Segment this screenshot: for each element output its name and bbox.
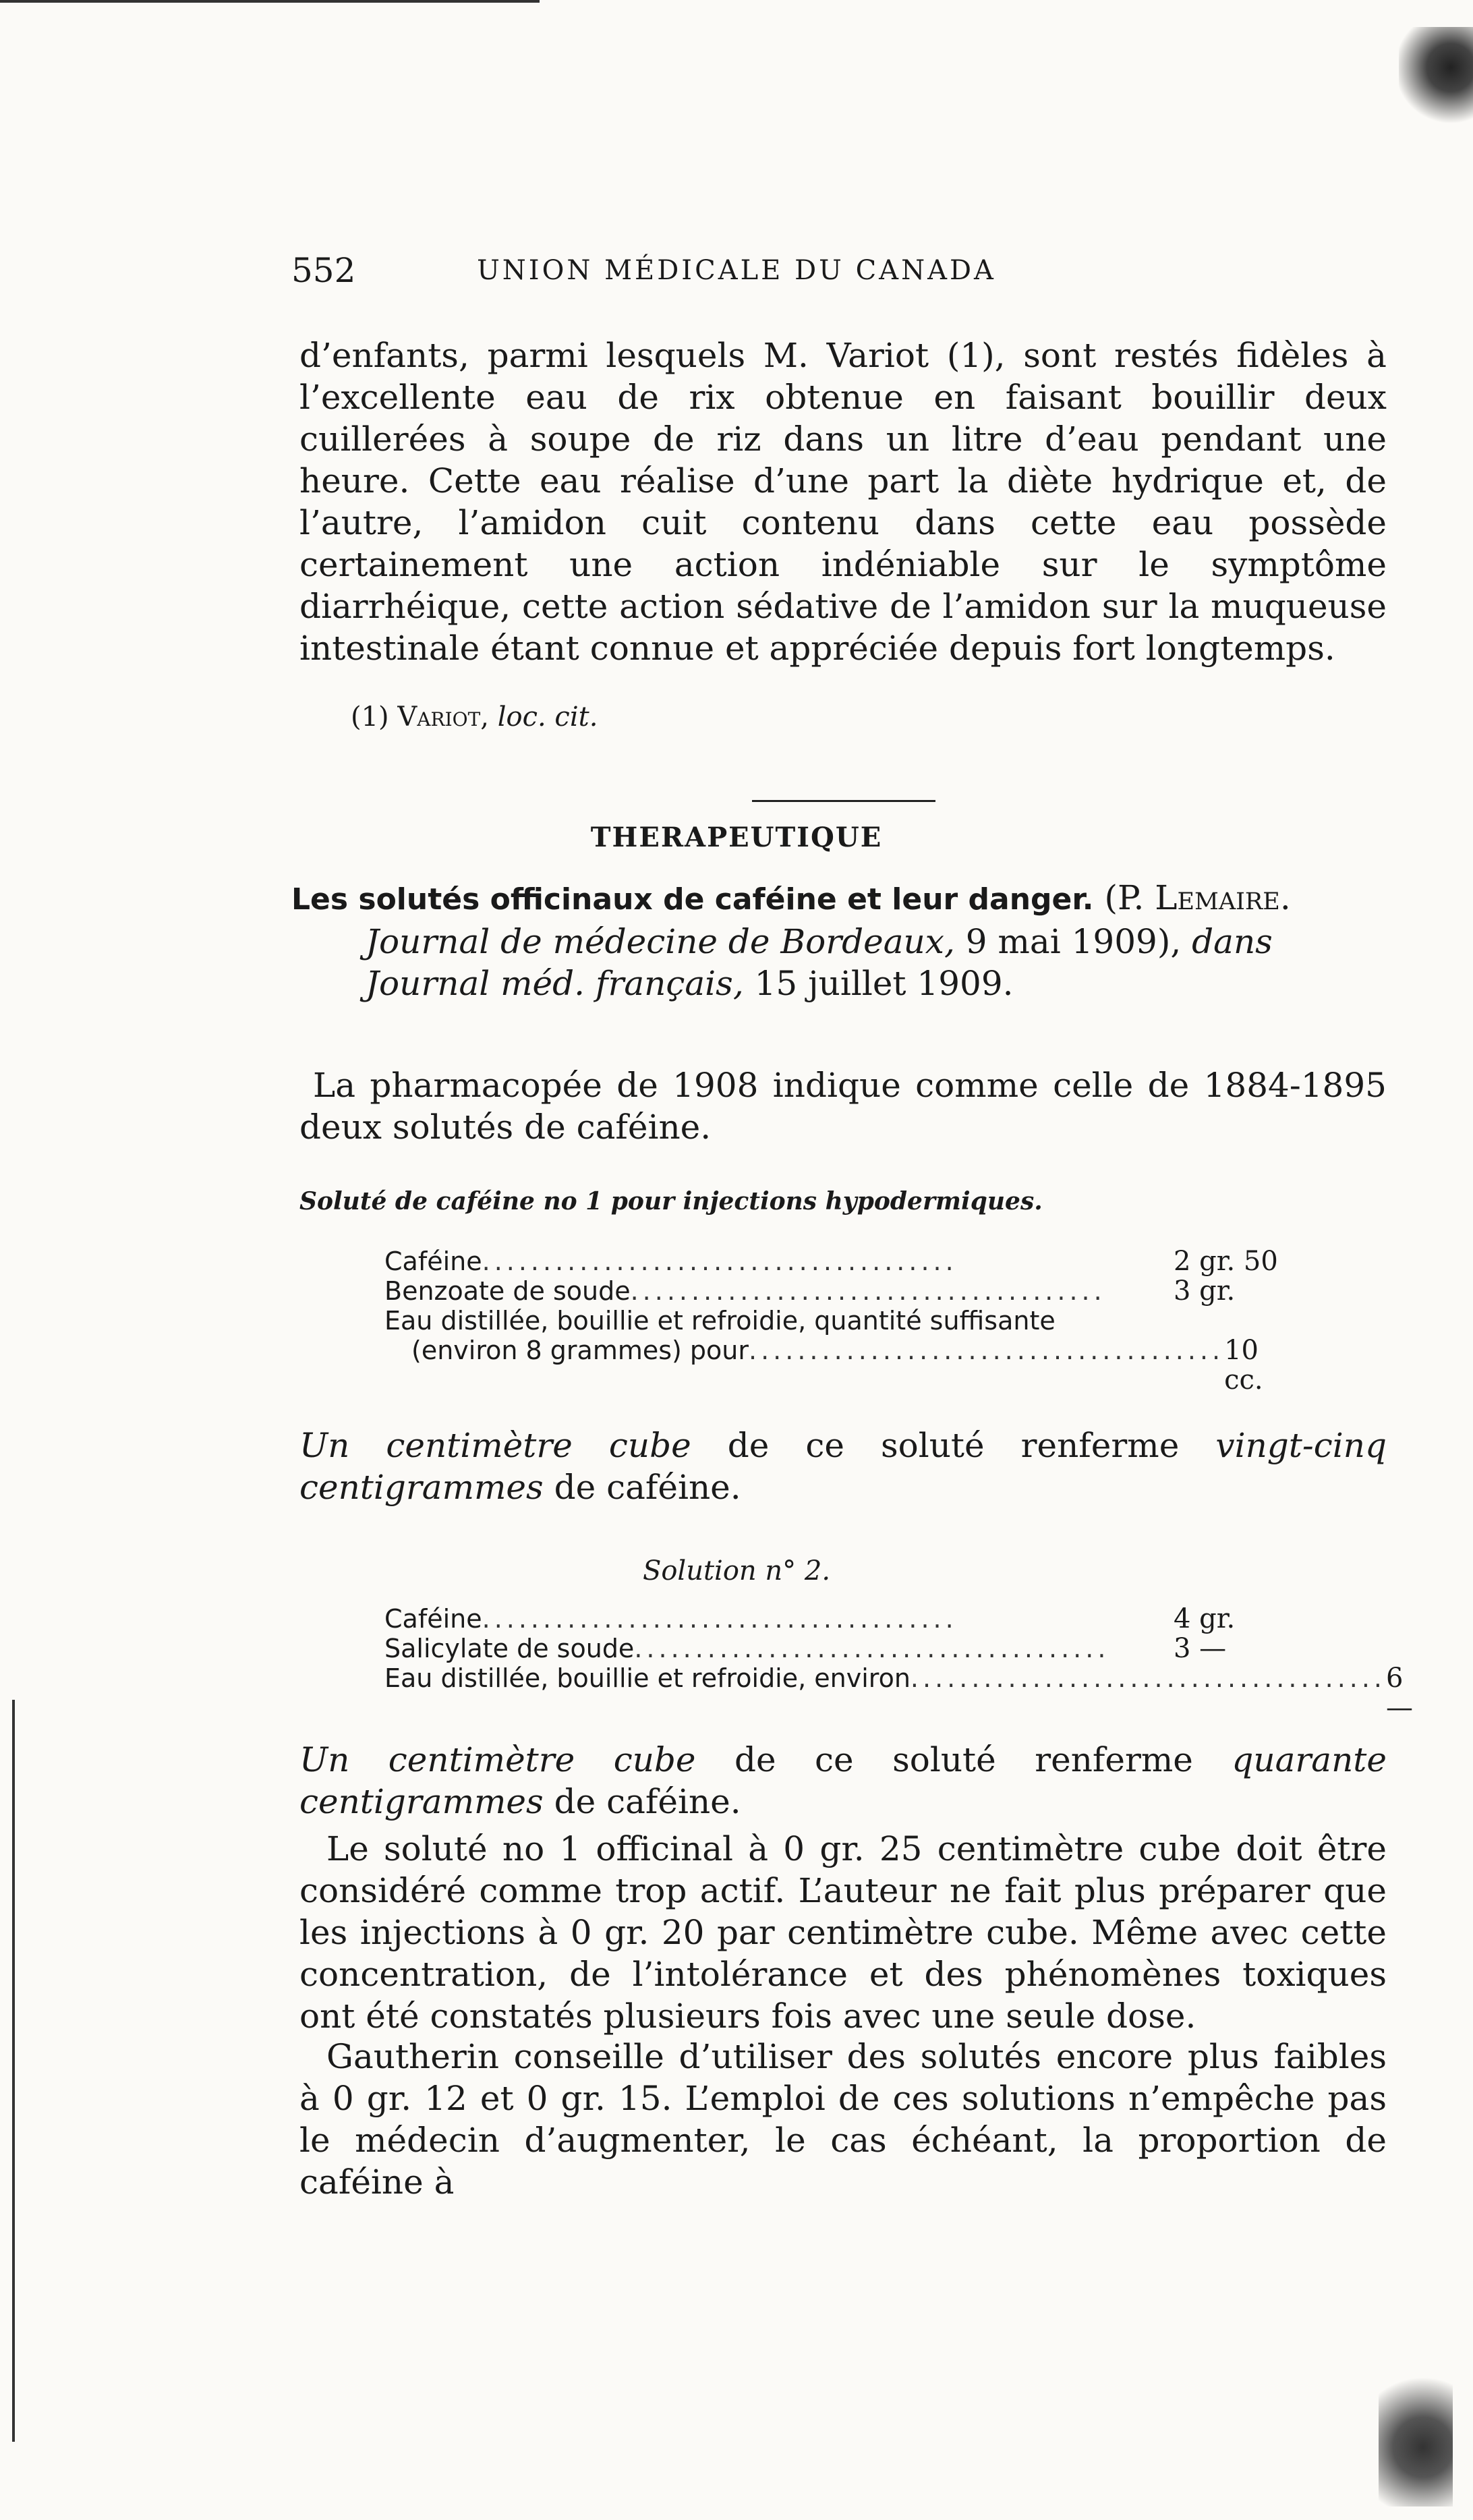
recipe-row [384,1663,1414,1723]
ingredient-name: (environ 8 grammes) pour [411,1336,749,1365]
recipe-row [384,1276,1302,1306]
gautherin-paragraph [299,2036,1387,2203]
scan-corner-mark [1399,27,1473,128]
page-number: 552 [291,251,356,290]
running-title: UNION MÉDICALE DU CANADA [477,255,996,286]
ingredient-name: Salicylate de soude [384,1634,635,1663]
article-source-2: Journal méd. français, [366,964,744,1003]
scan-edge [0,0,540,3]
footnote-author: Variot, [397,701,489,733]
leader-dots: ....................................... [749,1336,1225,1365]
actif-paragraph [299,1828,1387,2037]
footnote [351,701,598,733]
ingredient-qty: 3 — [1174,1633,1227,1664]
note-suffix: de caféine. [554,1782,741,1821]
article-in: dans [1192,922,1273,961]
section-divider [752,800,935,802]
recipe-row [384,1634,1302,1663]
pharmacopee-paragraph [299,1064,1387,1148]
gautherin-text: Gautherin conseille d’utiliser des solutés encore plus faibles à 0 gr. 12 et 0 gr. 15. L’emploi de ces solutions n’empêche pas le médecin d’augmenter, le cas échéant, la proportion de caféine à [299,2037,1387,2202]
section-title: THERAPEUTIQUE [590,822,883,853]
note-emphasis: quarante centigrammes [299,1740,1387,1821]
solution-2-note [299,1739,1387,1823]
article-date-2: 15 juillet 1909. [754,964,1014,1003]
ingredient-name: Eau distillée, bouillie et refroidie, environ [384,1663,911,1693]
recipe-row [384,1306,1302,1336]
actif-text: Le soluté no 1 officinal à 0 gr. 25 centimètre cube doit être considéré comme trop actif. L’auteur ne fait plus préparer que les injections à 0 gr. 20 par centimètre cube. Même avec cette concentration, de l’intolérance et des phénomènes toxiques ont été constatés plusieurs fois avec une seule dose. [299,1829,1387,2036]
recipe-row [384,1336,1302,1395]
ingredient-name: Caféine [384,1604,482,1634]
solution-1-note [299,1425,1387,1508]
intro-text: d’enfants, parmi lesquels M. Variot (1), sont restés fidèles à l’excellente eau de rix obtenue en faisant bouillir deux cuillerées à soupe de riz dans un litre d’eau pendant une heure. Cette eau réalise d’une part la diète hydrique et, de l’autre, l’amidon cuit contenu dans cette eau possède certainement une action indéniable sur le symptôme diarrhéique, cette action sédative de l’amidon sur la muqueuse intestinale étant connue et appréciée depuis fort longtemps. [299,336,1387,668]
recipe-row [384,1247,1302,1276]
note-mid: de ce soluté renferme [727,1426,1180,1465]
ingredient-name: Eau distillée, bouillie et refroidie, quantité suffisante [384,1306,1056,1336]
leader-dots: ....................................... [630,1276,1106,1306]
article-author: (P. Lemaire. [1104,878,1291,917]
leader-dots: ....................................... [634,1634,1110,1663]
leader-dots: ....................................... [482,1604,958,1634]
article-source-1: Journal de médecine de Bordeaux, [366,922,955,961]
solution-1-heading: Soluté de caféine no 1 pour injections hypodermiques. [299,1187,1043,1215]
intro-paragraph [299,335,1387,669]
note-emphasis: vingt-cinq centigrammes [299,1426,1387,1507]
article-heading [291,877,1387,1004]
ingredient-qty: 10 cc. [1224,1335,1263,1396]
footnote-ref: loc. cit. [497,701,598,733]
scan-corner-mark-bottom [1379,2358,1453,2507]
solution-2-heading: Solution n° 2. [642,1555,831,1586]
note-prefix: Un centimètre cube [299,1740,696,1779]
pharmacopee-text: La pharmacopée de 1908 indique comme celle de 1884-1895 deux solutés de caféine. [299,1066,1387,1147]
leader-dots: ....................................... [482,1247,958,1276]
ingredient-qty: 4 gr. [1174,1603,1236,1634]
article-title: Les solutés officinaux de caféine et leur danger. [291,882,1094,917]
ingredient-qty: 3 gr. [1174,1276,1236,1307]
footnote-marker: (1) [351,701,389,733]
note-suffix: de caféine. [554,1468,741,1507]
ingredient-qty: 6 — [1386,1663,1414,1723]
recipe-row [384,1604,1302,1634]
solution-2-recipe [384,1603,1414,1723]
ingredient-name: Caféine [384,1247,482,1276]
article-date-1: 9 mai 1909), [965,922,1182,961]
scan-edge-left [12,1700,15,2442]
leader-dots: ....................................... [910,1663,1387,1693]
note-prefix: Un centimètre cube [299,1426,691,1465]
ingredient-name: Benzoate de soude [384,1276,631,1306]
ingredient-qty: 2 gr. 50 [1174,1246,1278,1277]
note-mid: de ce soluté renferme [734,1740,1193,1779]
solution-1-recipe [384,1247,1302,1395]
